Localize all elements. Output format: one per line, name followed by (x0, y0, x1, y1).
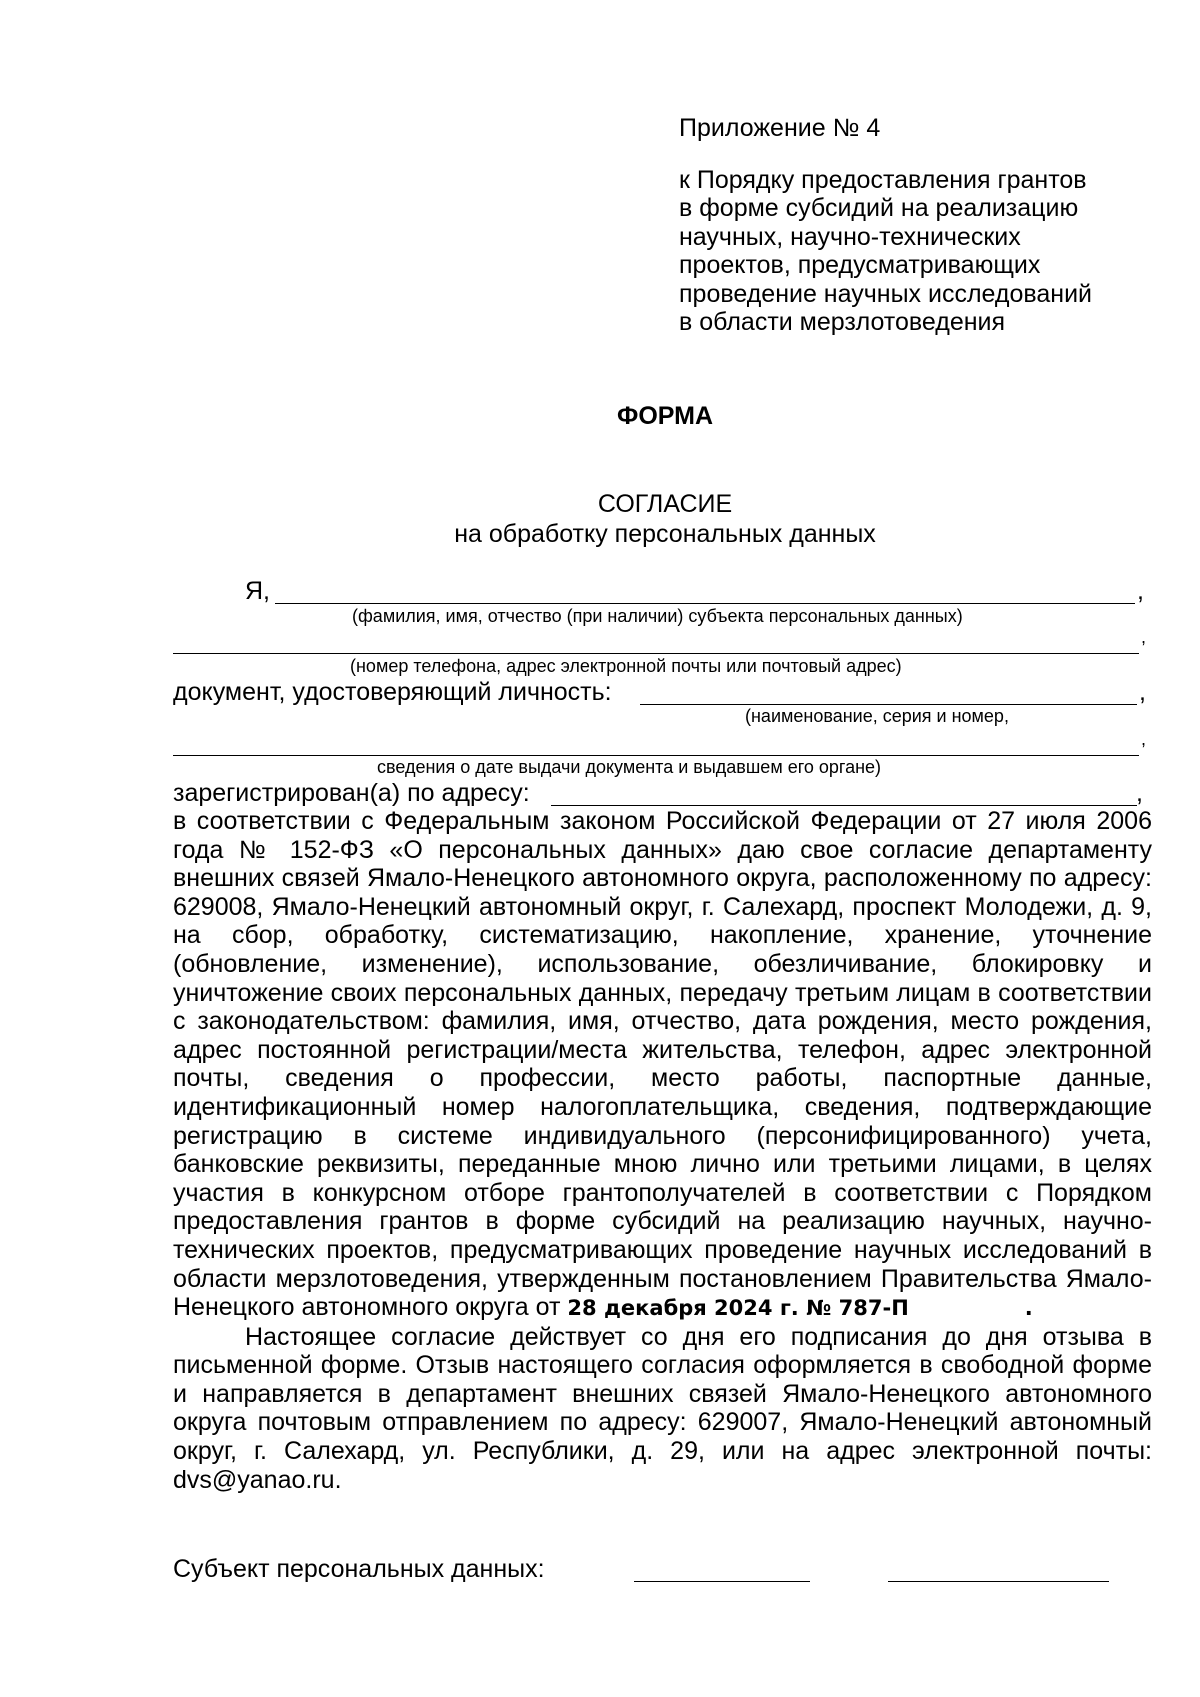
comma: , (1141, 729, 1147, 749)
comma: , (1137, 577, 1144, 605)
appendix-text: к Порядку предоставления грантов в форме субсидий на реализацию научных, научно-технических проектов, предусматривающих проведение научных исследований в области мерзлотоведения (679, 165, 1093, 336)
fio-input-line[interactable] (275, 603, 1135, 604)
id-doc-input-line[interactable] (640, 704, 1137, 705)
decree-reference (567, 1294, 1032, 1323)
consent-body (173, 807, 1152, 1494)
id-doc-details-input-line[interactable] (173, 755, 1139, 756)
comma: , (1136, 779, 1143, 807)
form-label: ФОРМА (616, 402, 713, 430)
comma: , (1141, 627, 1147, 647)
registered-label: зарегистрирован(а) по адресу: (173, 779, 530, 807)
i-prefix: Я, (245, 577, 270, 605)
signature-label: Субъект персональных данных: (173, 1555, 545, 1583)
consent-text: в соответствии с Федеральным законом Российской Федерации от 27 июля 2006 года № 152-ФЗ «О персональных данных» даю свое согласие департаменту внешних связей Ямало-Ненецкого автономного округа, расположенному по адресу: 629008, Ямало-Ненецкий автономный округ, г. Салехард, проспект Молодежи, д. 9, на сбор, обработку, систематизацию, накопление, хранение, уточнение (обновление, изменение), использование, обезличивание, блокировку и уничтожение своих персональных данных, передачу третьим лицам в соответствии с законодательством: фамилия, имя, отчество, дата рождения, место рождения, адрес постоянной регистрации/места жительства, телефон, адрес электронной почты, сведения о профессии, место работы, паспортные данные, идентификационный номер налогоплательщика, сведения, подтверждающие регистрацию в системе индивидуального (персонифицированного) учета, банковские реквизиты, переданные мною лично или третьими лицами, в целях участия в конкурсном отборе грантополучателей в соответствии с Порядком предоставления грантов в форме субсидий на реализацию научных, научно-технических проектов, предусматривающих проведение научных исследований в области мерзлотоведения, утвержденным постановлением Правительства Ямало-Ненецкого автономного округа от (173, 807, 1152, 1322)
address-input-line[interactable] (551, 805, 1137, 806)
document-subtitle: на обработку персональных данных (454, 520, 876, 548)
contacts-caption: (номер телефона, адрес электронной почты или почтовый адрес) (350, 656, 902, 676)
signature-input-line[interactable] (634, 1581, 810, 1582)
consent-paragraph-2: Настоящее согласие действует со дня его подписания до дня отзыва в письменной форме. Отзыв настоящего согласия оформляется в свободной форме и направляется в департамент внешних связей Ямало-Ненецкого автономного округа почтовым отправлением по адресу: 629007, Ямало-Ненецкий автономный округ, г. Салехард, ул. Республики, д. 29, или на адрес электронной почты: dvs@yanao.ru. (173, 1322, 1152, 1494)
fio-caption: (фамилия, имя, отчество (при наличии) субъекта персональных данных) (352, 606, 963, 626)
period: . (1024, 1296, 1033, 1321)
consent-paragraph-1 (173, 807, 1152, 1323)
name-input-line[interactable] (888, 1581, 1109, 1582)
id-doc-details-caption: сведения о дате выдачи документа и выдавшем его органе) (377, 757, 882, 777)
decree-text: 28 декабря 2024 г. № 787-П (567, 1296, 909, 1321)
contacts-input-line[interactable] (173, 653, 1139, 654)
id-doc-label: документ, удостоверяющий личность: (173, 678, 612, 706)
comma: , (1139, 678, 1146, 706)
appendix-block (679, 114, 1149, 337)
appendix-title: Приложение № 4 (679, 114, 881, 142)
id-doc-caption: (наименование, серия и номер, (745, 706, 1009, 726)
document-title: СОГЛАСИЕ (597, 490, 733, 518)
